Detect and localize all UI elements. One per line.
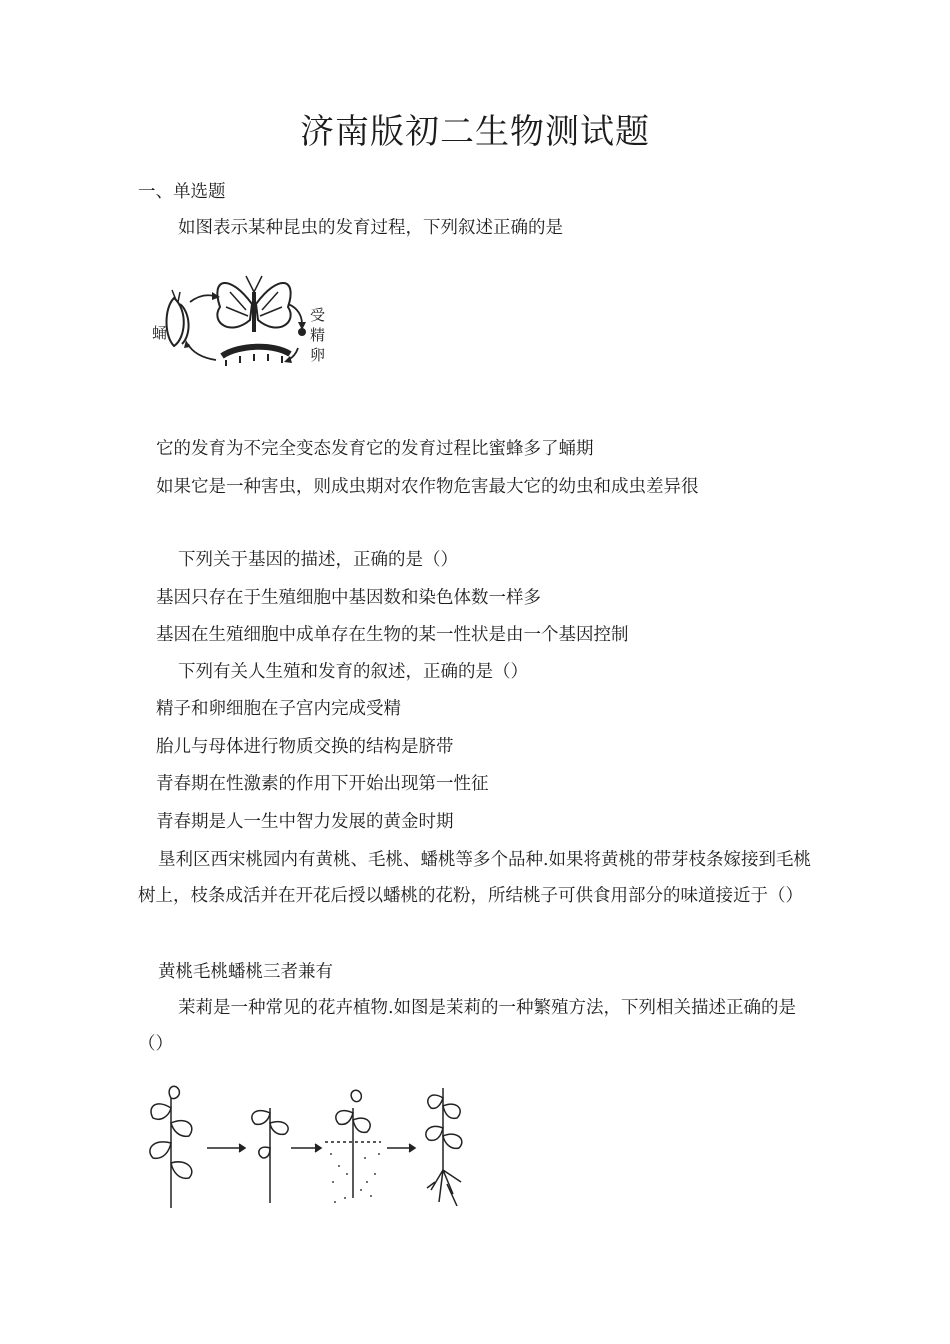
rooted-plant-icon — [426, 1088, 462, 1206]
question-4-stem: 垦利区西宋桃园内有黄桃、毛桃、蟠桃等多个品种.如果将黄桃的带芽枝条嫁接到毛桃树上，枝条成活并在开花后授以蟠桃的花粉，所结桃子可供食用部分的味道接近于（） — [138, 850, 812, 906]
question-3-option: 青春期在性激素的作用下开始出现第一性征 — [156, 774, 489, 794]
question-1-option: 如果它是一种害虫，则成虫期对农作物危害最大它的幼虫和成虫差异很 — [156, 477, 699, 497]
question-5-stem: 茉莉是一种常见的花卉植物.如图是茉莉的一种繁殖方法，下列相关描述正确的是（） — [138, 998, 797, 1054]
figure-label-pupa: 蛹 — [152, 324, 168, 342]
question-3-option: 青春期是人一生中智力发展的黄金时期 — [156, 812, 454, 832]
insect-life-cycle-figure — [150, 252, 335, 387]
section-heading: 一、单选题 — [138, 182, 226, 202]
question-3-option: 胎儿与母体进行物质交换的结构是脐带 — [156, 737, 454, 757]
pupa-icon — [167, 290, 189, 346]
page-title: 济南版初二生物测试题 — [300, 112, 650, 152]
question-2-option: 基因在生殖细胞中成单存在生物的某一性状是由一个基因控制 — [156, 625, 629, 645]
jasmine-branch-icon — [150, 1086, 192, 1208]
figure-label-3: 卵 — [310, 346, 326, 364]
figure-label-1: 受 — [310, 306, 326, 324]
question-1-stem: 如图表示某种昆虫的发育过程，下列叙述正确的是 — [178, 218, 563, 238]
question-2-option: 基因只存在于生殖细胞中基因数和染色体数一样多 — [156, 588, 541, 608]
cutting-icon — [252, 1108, 288, 1203]
question-1-option: 它的发育为不完全变态发育它的发育过程比蜜蜂多了蛹期 — [156, 439, 594, 459]
question-4-option: 黄桃毛桃蟠桃三者兼有 — [158, 962, 333, 982]
larva-icon — [222, 347, 290, 366]
planted-cutting-icon — [325, 1090, 381, 1208]
question-3-stem: 下列有关人生殖和发育的叙述，正确的是（） — [178, 662, 528, 682]
question-2-stem: 下列关于基因的描述，正确的是（） — [178, 550, 458, 570]
figure-label-2: 精 — [310, 326, 326, 344]
butterfly-icon — [217, 276, 290, 332]
jasmine-cutting-figure — [135, 1078, 480, 1213]
question-3-option: 精子和卵细胞在子宫内完成受精 — [156, 699, 401, 719]
